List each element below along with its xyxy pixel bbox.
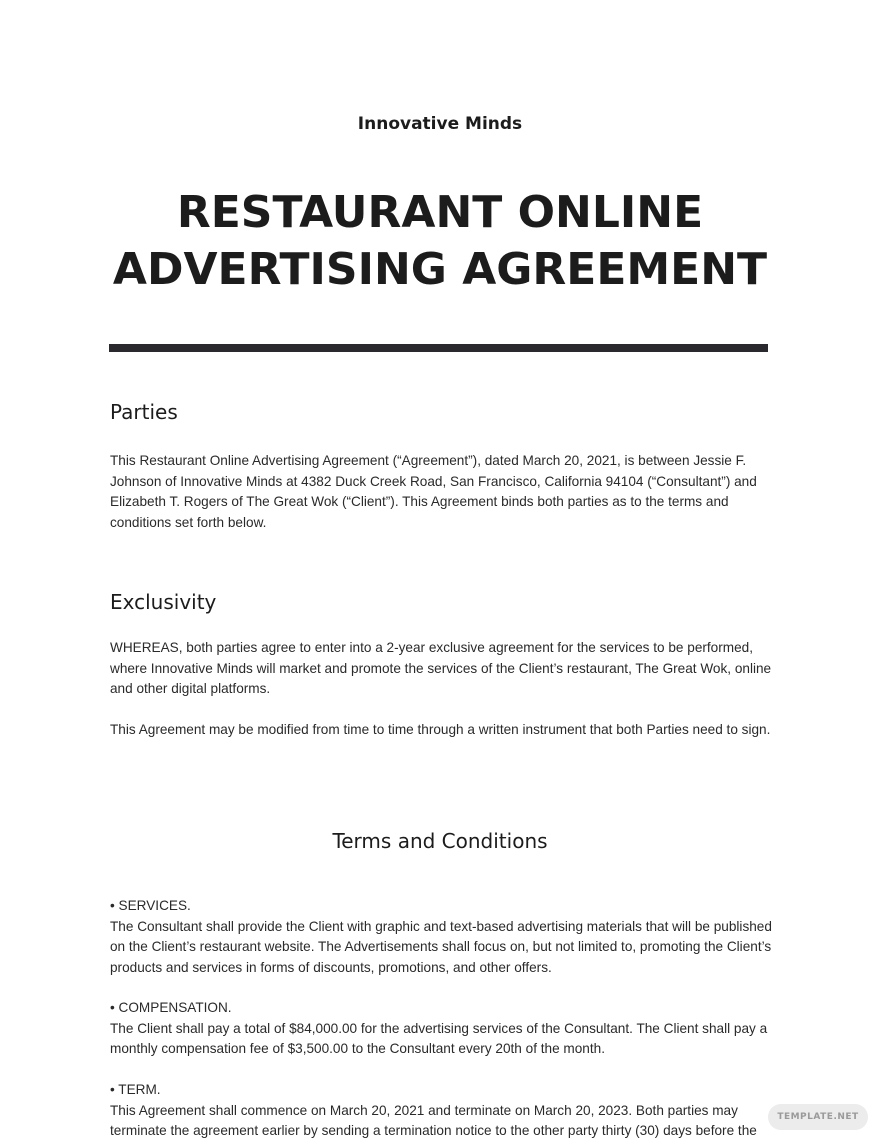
term-label: • COMPENSATION. [110, 1000, 232, 1015]
title-divider [109, 344, 768, 352]
term-text: The Client shall pay a total of $84,000.00 for the advertising services of the Consultant. The Client shall pay a monthly compensation fee of $3,500.00 to the Consultant every 20th of the month. [110, 1020, 768, 1057]
term-label: • TERM. [110, 1082, 161, 1097]
title-line-2: ADVERTISING AGREEMENT [112, 244, 768, 295]
term-item-services [110, 896, 790, 978]
watermark-badge: TEMPLATE.NET [768, 1104, 868, 1130]
section-heading-parties: Parties [110, 400, 178, 424]
term-text: The Consultant shall provide the Client with graphic and text-based advertising materials that will be published on the Client’s restaurant website. The Advertisements shall focus on, but not limited to, promoting the Client’s products and services in forms of discounts, promotions, and other offers. [110, 918, 772, 975]
term-item-compensation [110, 998, 790, 1060]
term-text: This Agreement shall commence on March 20, 2021 and terminate on March 20, 2023. Both parties may terminate the agreement earlier by sending a termination notice to the other party thirty (30) days before the [110, 1102, 757, 1139]
section-heading-terms: Terms and Conditions [332, 829, 548, 853]
document-title [100, 184, 780, 298]
term-item-term [110, 1080, 790, 1142]
title-line-1: RESTAURANT ONLINE [176, 187, 704, 238]
exclusivity-paragraph-2: This Agreement may be modified from time to time through a written instrument that both Parties need to sign. [110, 722, 771, 737]
exclusivity-paragraph-1: WHEREAS, both parties agree to enter into a 2-year exclusive agreement for the services to be performed, where Innovative Minds will market and promote the services of the Client’s restaurant, The Great Wok, online and other digital platforms. [110, 640, 772, 697]
parties-paragraph: This Restaurant Online Advertising Agreement (“Agreement”), dated March 20, 2021, is between Jessie F. Johnson of Innovative Minds at 4382 Duck Creek Road, San Francisco, California 94104 (“Consultant”) and Elizabeth T. Rogers of The Great Wok (“Client”). This Agreement binds both parties as to the terms and conditions set forth below. [110, 453, 757, 530]
section-heading-exclusivity: Exclusivity [110, 590, 217, 614]
term-label: • SERVICES. [110, 898, 191, 913]
company-name: Innovative Minds [357, 114, 523, 134]
